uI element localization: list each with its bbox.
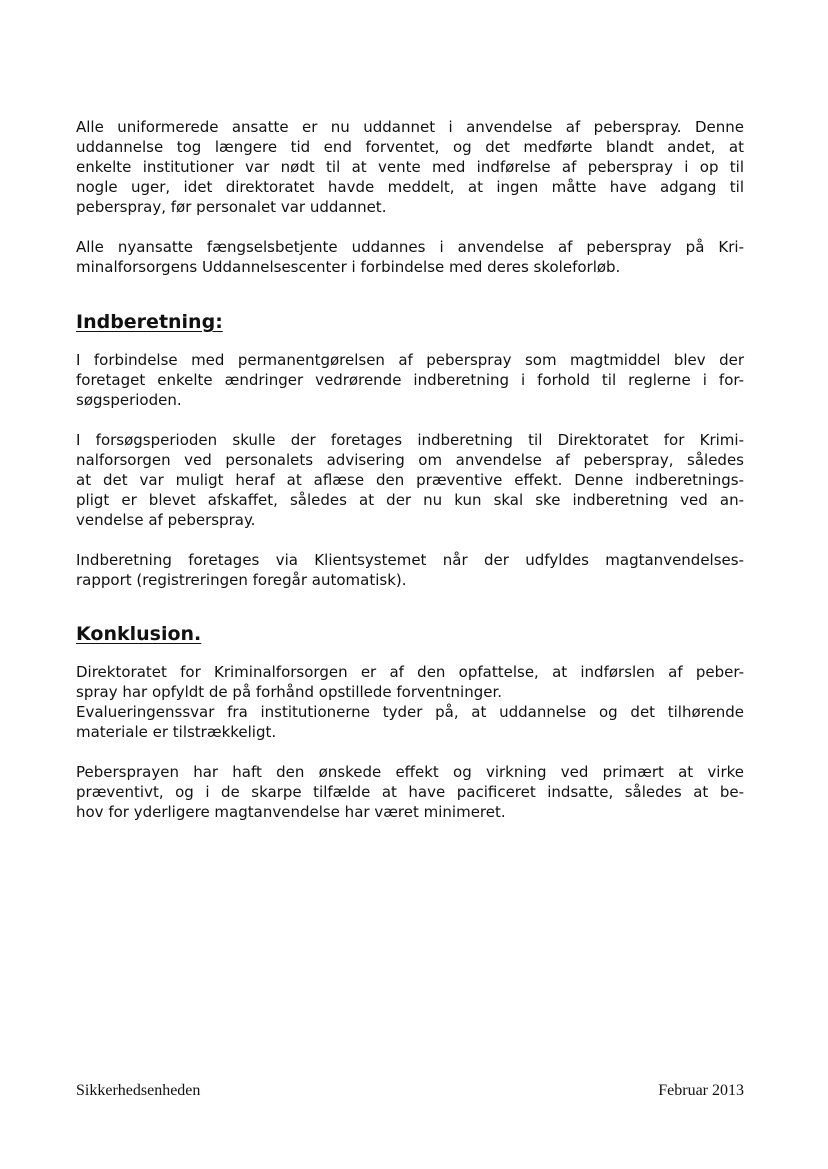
text-line: Pebersprayen har haft den ønskede effekt og virkning ved primært at virke bbox=[76, 763, 744, 781]
text-line: Evalueringenssvar fra institutionerne tyder på, at uddannelse og det tilhørende bbox=[76, 703, 744, 721]
text-line: præventivt, og i de skarpe tilfælde at have pacificeret indsatte, således at be- bbox=[76, 783, 744, 801]
paragraph bbox=[76, 662, 744, 742]
text-line: rapport (registreringen foregår automatisk). bbox=[76, 571, 407, 589]
text-line: foretaget enkelte ændringer vedrørende indberetning i forhold til reglerne i for- bbox=[76, 371, 744, 389]
text-line: nalforsorgen ved personalets advisering om anvendelse af peberspray, således bbox=[76, 451, 744, 469]
page-footer bbox=[76, 1082, 744, 1104]
konklusion-section bbox=[76, 622, 744, 822]
paragraph bbox=[76, 762, 744, 822]
intro-section bbox=[76, 117, 744, 277]
footer-department: Sikkerhedsenheden bbox=[76, 1082, 201, 1099]
text-line: I forbindelse med permanentgørelsen af peberspray som magtmiddel blev der bbox=[76, 351, 744, 369]
text-line: søgsperioden. bbox=[76, 391, 182, 409]
paragraph bbox=[76, 550, 744, 590]
text-line: Alle uniformerede ansatte er nu uddannet i anvendelse af peberspray. Denne bbox=[76, 118, 744, 136]
indberetning-section bbox=[76, 310, 744, 590]
paragraph bbox=[76, 430, 744, 530]
text-line: Direktoratet for Kriminalforsorgen er af den opfattelse, at indførslen af peber- bbox=[76, 663, 744, 681]
text-line: Indberetning foretages via Klientsystemet når der udfyldes magtanvendelses- bbox=[76, 551, 744, 569]
document-body bbox=[76, 117, 744, 842]
text-line: materiale er tilstrækkeligt. bbox=[76, 723, 277, 741]
section-heading: Indberetning: bbox=[76, 311, 223, 333]
paragraph bbox=[76, 350, 744, 410]
text-line: pligt er blevet afskaffet, således at der nu kun skal ske indberetning ved an- bbox=[76, 491, 744, 509]
section-heading: Konklusion. bbox=[76, 623, 202, 645]
paragraph bbox=[76, 117, 744, 217]
text-line: at det var muligt heraf at aflæse den præventive effekt. Denne indberetnings- bbox=[76, 471, 744, 489]
text-line: nogle uger, idet direktoratet havde meddelt, at ingen måtte have adgang til bbox=[76, 178, 744, 196]
text-line: uddannelse tog længere tid end forventet, og det medførte blandt andet, at bbox=[76, 138, 744, 156]
text-line: spray har opfyldt de på forhånd opstillede forventninger. bbox=[76, 683, 503, 701]
text-line: minalforsorgens Uddannelsescenter i forbindelse med deres skoleforløb. bbox=[76, 258, 621, 276]
text-line: hov for yderligere magtanvendelse har været minimeret. bbox=[76, 803, 506, 821]
paragraph bbox=[76, 237, 744, 277]
text-line: vendelse af peberspray. bbox=[76, 511, 256, 529]
footer-date: Februar 2013 bbox=[658, 1082, 744, 1099]
text-line: I forsøgsperioden skulle der foretages indberetning til Direktoratet for Krimi- bbox=[76, 431, 744, 449]
text-line: Alle nyansatte fængselsbetjente uddannes i anvendelse af peberspray på Kri- bbox=[76, 238, 744, 256]
text-line: peberspray, før personalet var uddannet. bbox=[76, 198, 387, 216]
text-line: enkelte institutioner var nødt til at vente med indførelse af peberspray i op til bbox=[76, 158, 744, 176]
